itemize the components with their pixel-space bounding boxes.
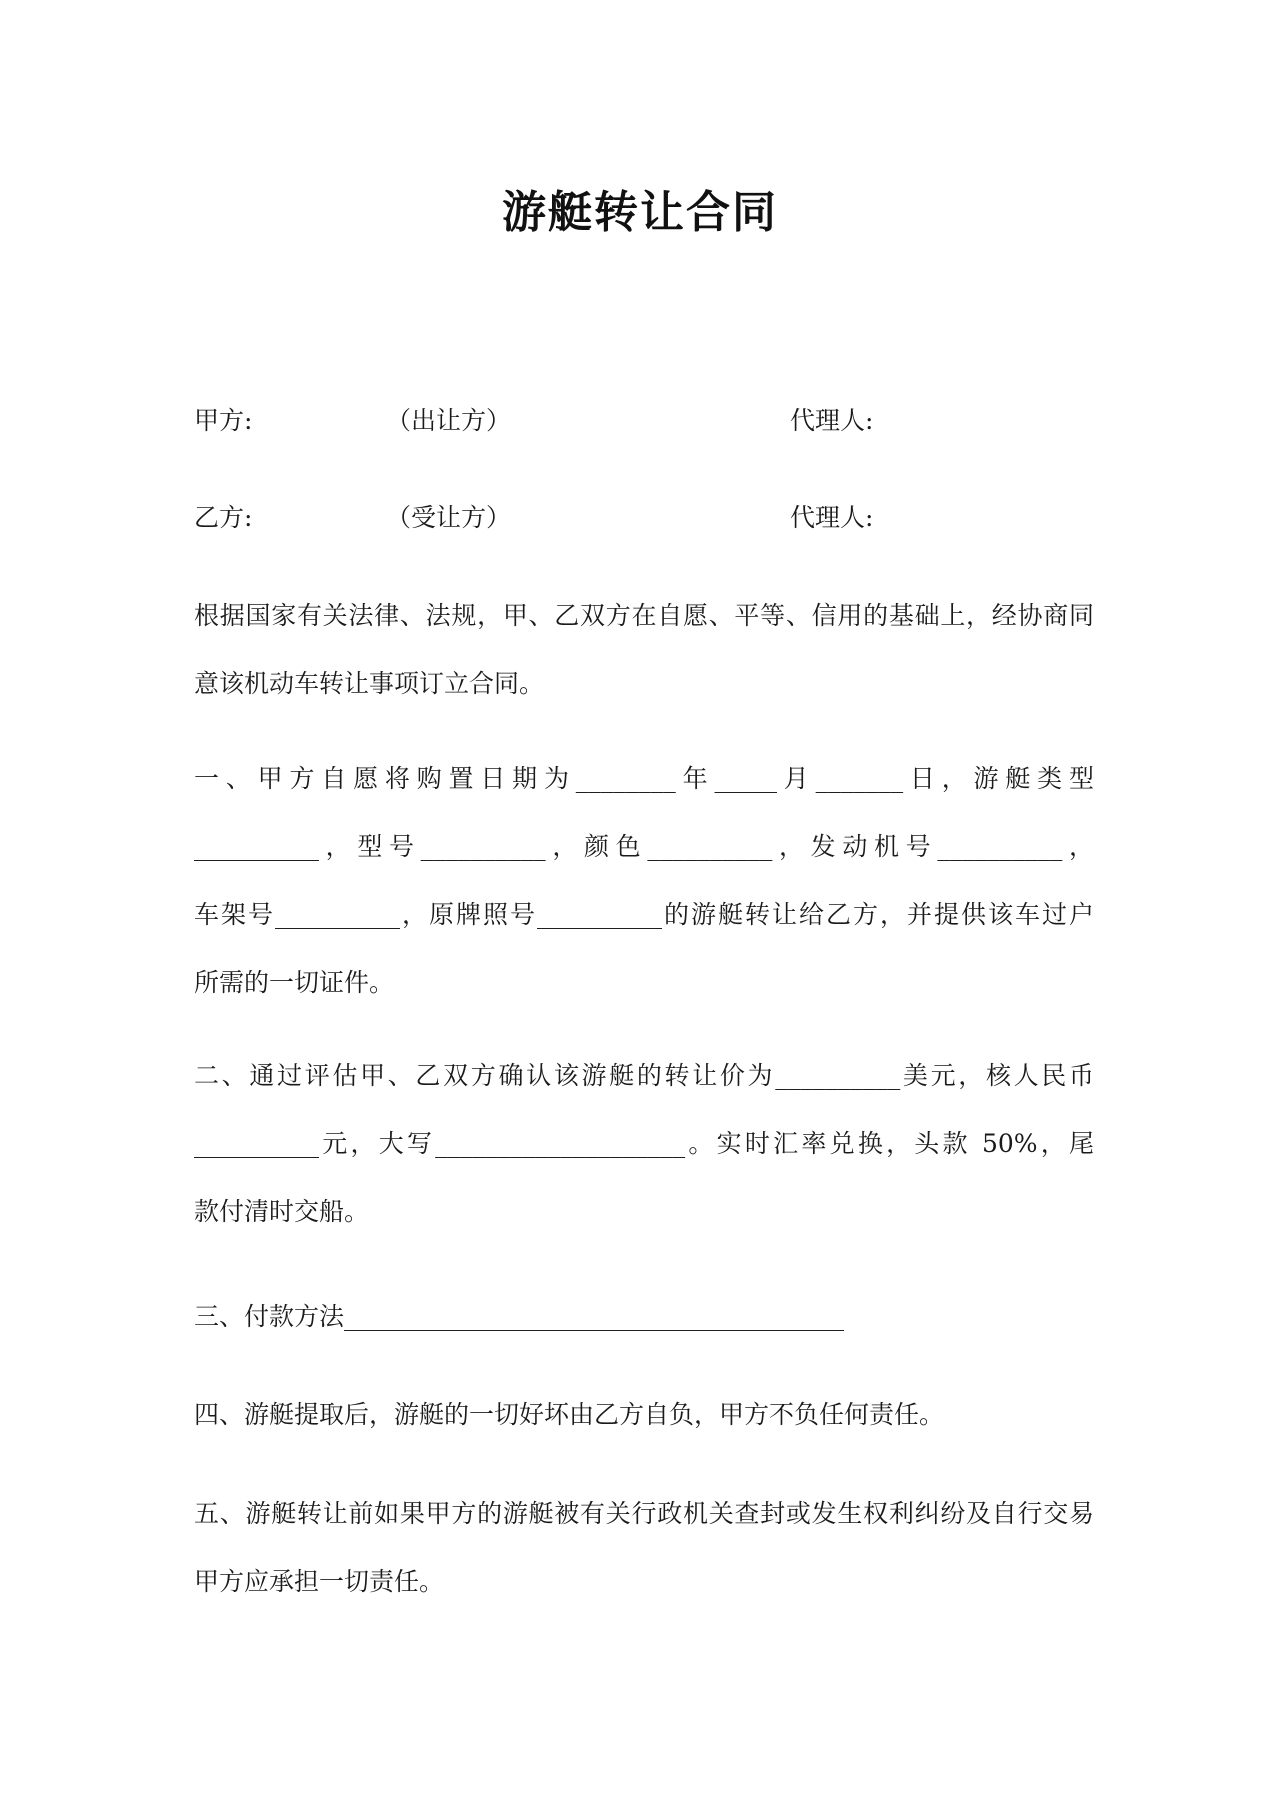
clause-2-paragraph <box>194 1042 1094 1246</box>
party-b-row <box>194 498 1094 538</box>
party-a-agent-label: 代理人: <box>790 406 874 435</box>
party-b-agent-label: 代理人: <box>790 503 874 532</box>
party-a-label: 甲方: <box>194 406 253 435</box>
preamble-line: 根据国家有关法律、法规，甲、乙双方在自愿、平等、信用的基础上，经协商同 <box>194 601 1094 630</box>
preamble-line: 意该机动车转让事项订立合同。 <box>194 669 545 698</box>
party-a-role: （出让方） <box>386 406 512 435</box>
clause-5-line: 甲方应承担一切责任。 <box>194 1567 445 1596</box>
clause-3-line: 三、付款方法________________________________________ <box>194 1302 845 1331</box>
clause-2-line: 款付清时交船。 <box>194 1197 370 1226</box>
clause-1-line: __________，型号__________，颜色__________，发动机号__________， <box>194 832 1094 861</box>
clause-2-line: __________元，大写____________________。实时汇率兑换，头款 50%，尾 <box>194 1129 1094 1158</box>
clause-5-line: 五、游艇转让前如果甲方的游艇被有关行政机关查封或发生权利纠纷及自行交易 <box>194 1499 1094 1528</box>
party-b-role: （受让方） <box>386 503 512 532</box>
clause-3-paragraph <box>194 1283 1094 1351</box>
clause-1-paragraph <box>194 745 1094 1017</box>
clause-1-line: 车架号__________，原牌照号__________的游艇转让给乙方，并提供该车过户 <box>194 900 1094 929</box>
preamble-paragraph <box>194 582 1094 718</box>
clause-4-paragraph <box>194 1381 1094 1449</box>
clause-2-line: 二、通过评估甲、乙双方确认该游艇的转让价为__________美元，核人民币 <box>194 1061 1094 1090</box>
document-title: 游艇转让合同 <box>502 187 778 238</box>
clause-4-line: 四、游艇提取后，游艇的一切好坏由乙方自负，甲方不负任何责任。 <box>194 1400 945 1429</box>
clause-5-paragraph <box>194 1480 1094 1616</box>
clause-1-line: 所需的一切证件。 <box>194 968 395 997</box>
clause-1-line: 一、甲方自愿将购置日期为________年_____月_______日，游艇类型 <box>194 764 1094 793</box>
party-b-label: 乙方: <box>194 503 253 532</box>
party-a-row <box>194 401 1094 441</box>
